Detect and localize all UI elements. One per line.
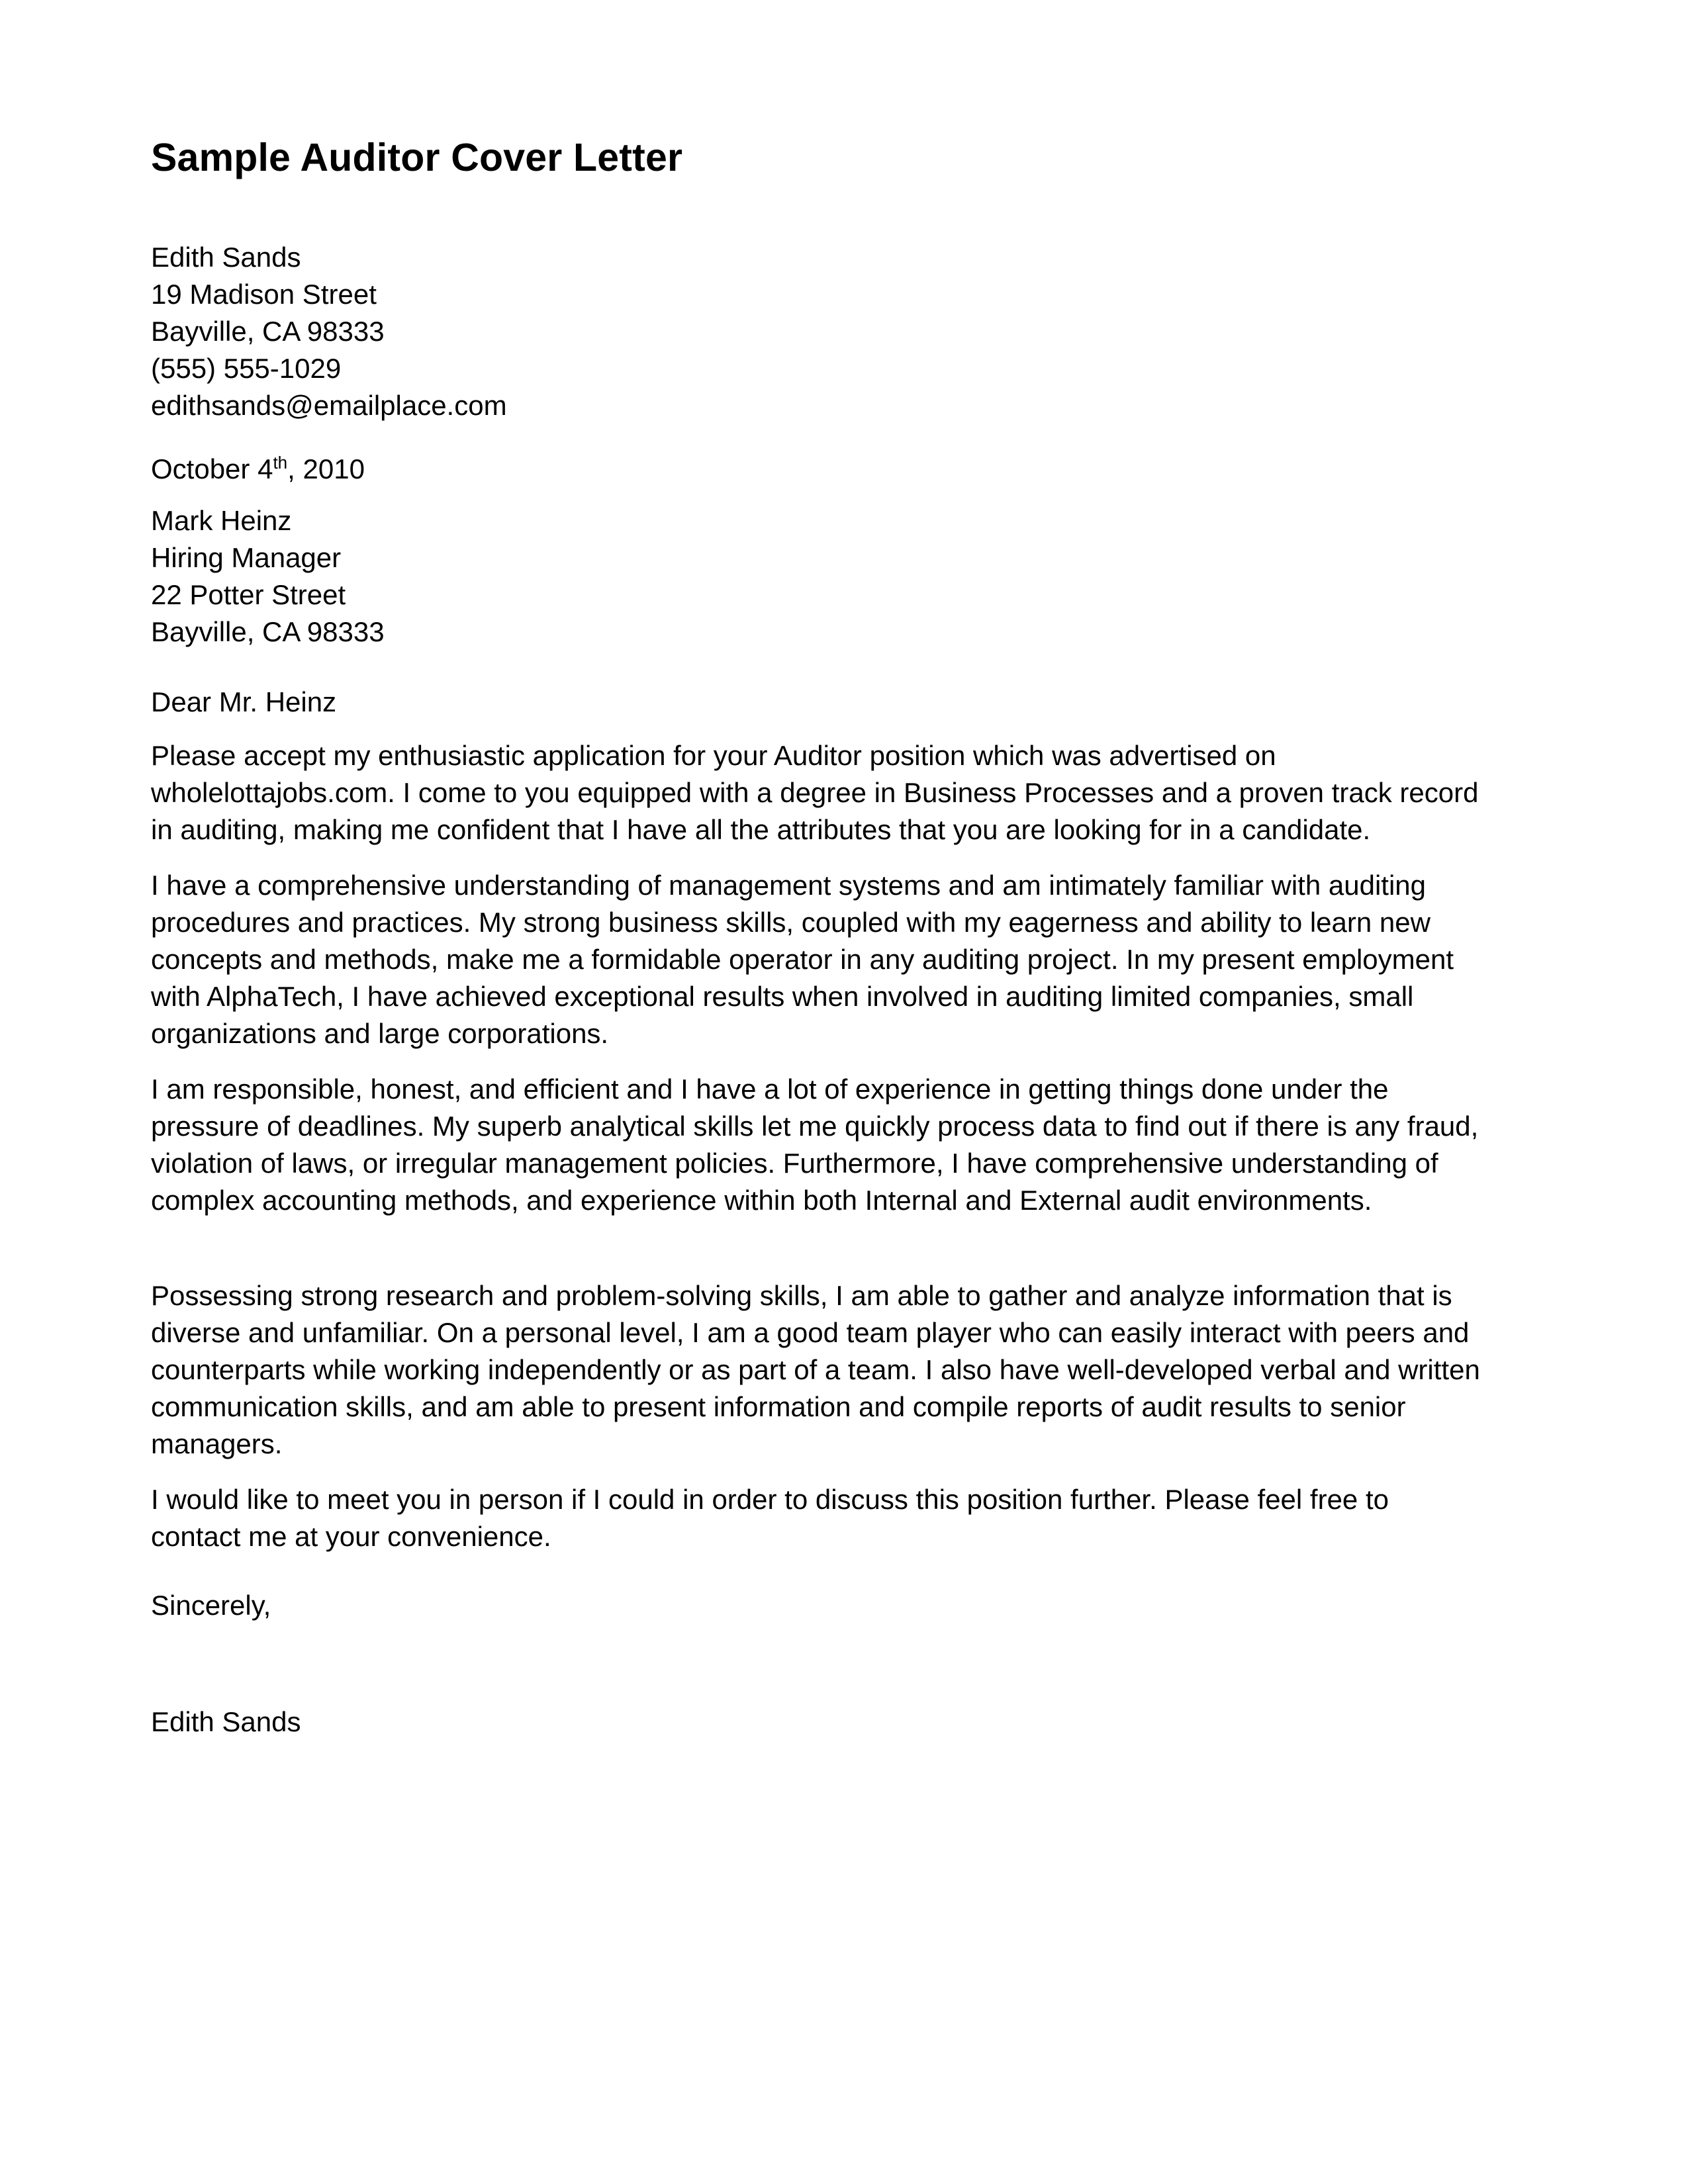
paragraph-line: procedures and practices. My strong business skills, coupled with my eagerness and ability to learn new (151, 906, 1430, 938)
paragraph-line: I am responsible, honest, and efficient and I have a lot of experience in getting things done under the (151, 1073, 1389, 1105)
paragraph-line: Possessing strong research and problem-solving skills, I am able to gather and analyze information that is (151, 1279, 1452, 1311)
recipient-name: Mark Heinz (151, 504, 292, 536)
body-paragraph-3 (151, 1071, 1488, 1219)
sender-phone: (555) 555-1029 (151, 352, 342, 384)
salutation: Dear Mr. Heinz (151, 686, 337, 717)
cover-letter-body (151, 136, 1488, 1741)
paragraph-line: counterparts while working independently or as part of a team. I also have well-developed verbal and written (151, 1353, 1480, 1385)
sender-name: Edith Sands (151, 241, 301, 273)
body-paragraph-4 (151, 1277, 1488, 1463)
recipient-title: Hiring Manager (151, 541, 342, 573)
paragraph-line: organizations and large corporations. (151, 1017, 609, 1049)
paragraph-line: wholelottajobs.com. I come to you equipped with a degree in Business Processes and a proven track record (151, 776, 1479, 808)
signature-name: Edith Sands (151, 1706, 301, 1737)
recipient-address-block (151, 502, 1488, 651)
sender-address-block (151, 239, 1488, 424)
paragraph-line: contact me at your convenience. (151, 1520, 551, 1552)
letter-date (151, 451, 1488, 488)
paragraph-line: pressure of deadlines. My superb analytical skills let me quickly process data to find out if there is any fraud, (151, 1110, 1479, 1142)
paragraph-line: diverse and unfamiliar. On a personal level, I am a good team player who can easily interact with peers and (151, 1316, 1470, 1348)
date-year: , 2010 (287, 453, 365, 484)
paragraph-line: managers. (151, 1428, 283, 1459)
paragraph-line: in auditing, making me confident that I have all the attributes that you are looking for in a candidate. (151, 813, 1371, 845)
paragraph-line: with AlphaTech, I have achieved exceptional results when involved in auditing limited companies, small (151, 980, 1414, 1012)
closing-line: Sincerely, (151, 1589, 271, 1621)
paragraph-line: I have a comprehensive understanding of management systems and am intimately familiar with auditing (151, 869, 1426, 901)
paragraph-line: communication skills, and am able to present information and compile reports of audit results to senior (151, 1390, 1406, 1422)
paragraph-spacer (151, 1238, 1488, 1277)
paragraph-line: I would like to meet you in person if I could in order to discuss this position further. Please feel free to (151, 1483, 1389, 1515)
body-paragraph-1 (151, 737, 1488, 848)
date-month-day: October 4 (151, 453, 273, 484)
page-title: Sample Auditor Cover Letter (151, 136, 683, 179)
body-paragraph-5 (151, 1481, 1488, 1555)
sender-city-state-zip: Bayville, CA 98333 (151, 315, 385, 347)
paragraph-line: violation of laws, or irregular management policies. Furthermore, I have comprehensive understanding of (151, 1147, 1438, 1179)
sender-email: edithsands@emailplace.com (151, 389, 507, 421)
sender-street: 19 Madison Street (151, 278, 377, 310)
paragraph-line: Please accept my enthusiastic application for your Auditor position which was advertised on (151, 739, 1276, 771)
paragraph-line: complex accounting methods, and experience within both Internal and External audit environments. (151, 1184, 1372, 1216)
recipient-street: 22 Potter Street (151, 578, 346, 610)
date-ordinal-suffix: th (273, 452, 288, 473)
body-paragraph-2 (151, 867, 1488, 1052)
recipient-city-state-zip: Bayville, CA 98333 (151, 615, 385, 647)
paragraph-line: concepts and methods, make me a formidable operator in any auditing project. In my present employment (151, 943, 1454, 975)
